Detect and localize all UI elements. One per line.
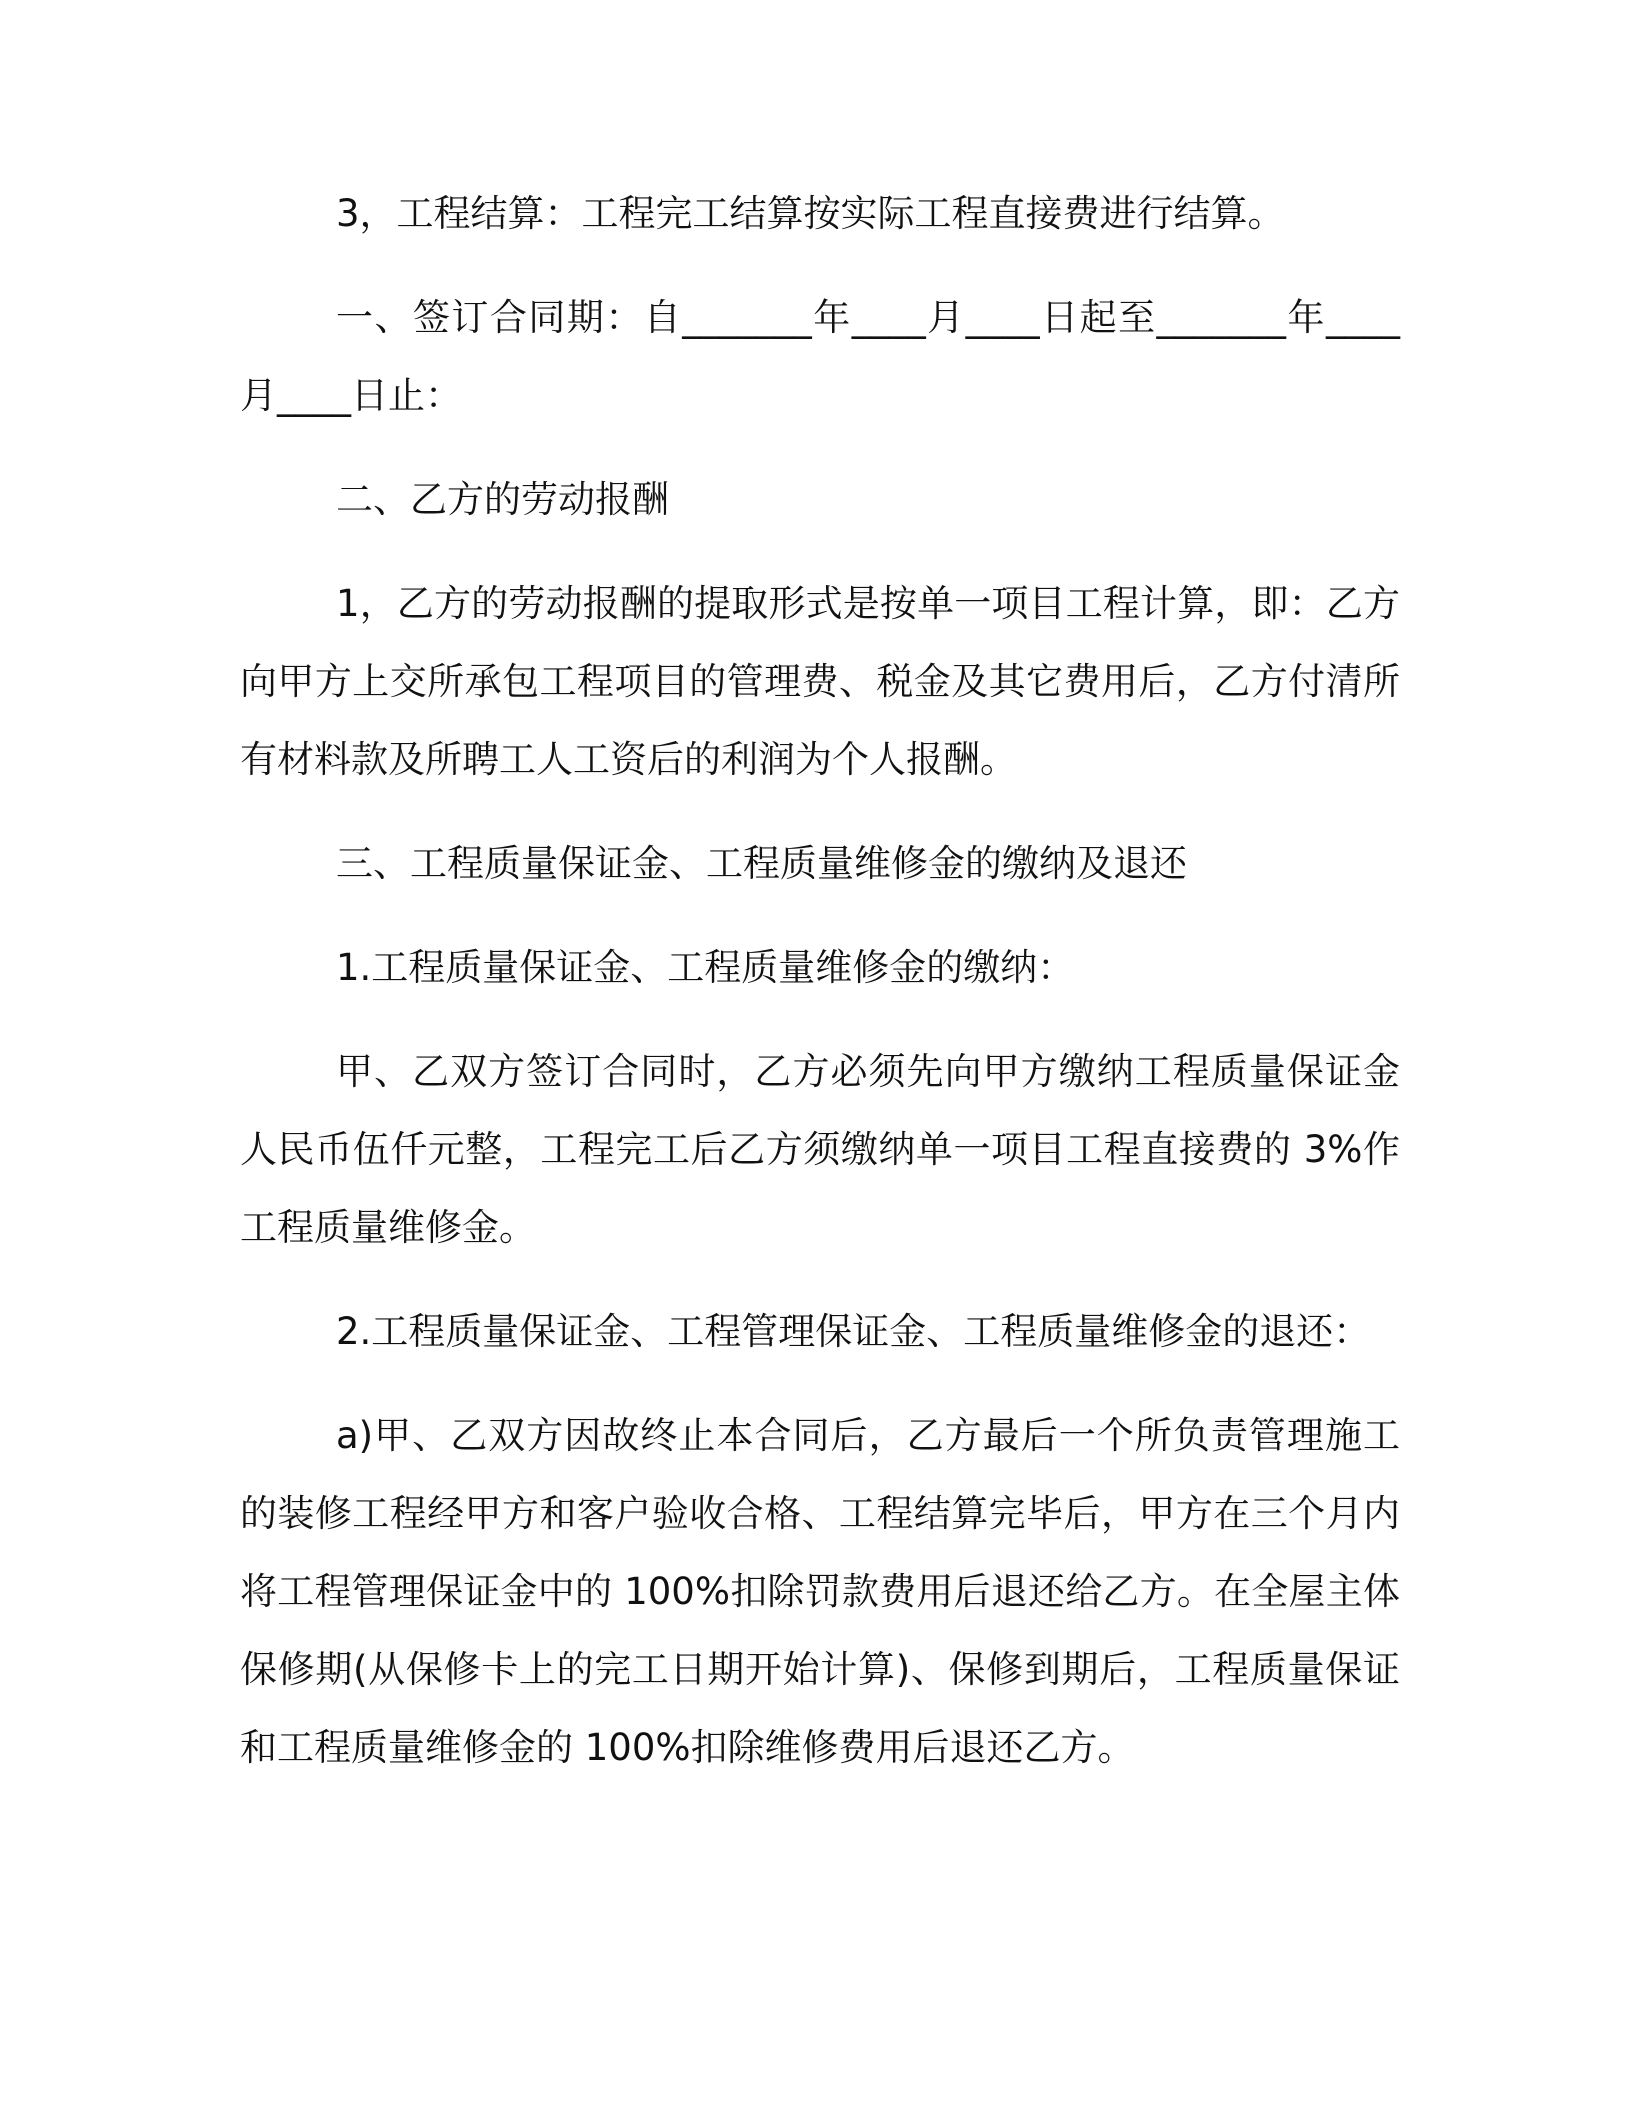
document-body [240, 175, 1400, 1787]
paragraph-deposit-refund: a)甲、乙双方因故终止本合同后，乙方最后一个所负责管理施工的装修工程经甲方和客户验收合格、工程结算完毕后，甲方在三个月内将工程管理保证金中的 100%扣除罚款费用后退还给乙方。在全屋主体保修期(从保修卡上的完工日期开始计算)、保修到期后，工程质量保证和工程质量维修金的 100%扣除维修费用后退还乙方。 [240, 1414, 1400, 1769]
paragraph-deposit-payment: 甲、乙双方签订合同时，乙方必须先向甲方缴纳工程质量保证金人民币伍仟元整，工程完工后乙方须缴纳单一项目工程直接费的 3%作工程质量维修金。 [240, 1050, 1400, 1249]
paragraph-remuneration-form: 1，乙方的劳动报酬的提取形式是按单一项目工程计算，即：乙方向甲方上交所承包工程项目的管理费、税金及其它费用后，乙方付清所有材料款及所聘工人工资后的利润为个人报酬。 [240, 582, 1400, 781]
paragraph-contract-period: 一、签订合同期：自_______年____月____日起至_______年____月____日止： [240, 296, 1400, 417]
paragraph-settlement: 3，工程结算：工程完工结算按实际工程直接费进行结算。 [336, 192, 1285, 235]
heading-deposit-refund: 2.工程质量保证金、工程管理保证金、工程质量维修金的退还： [336, 1310, 1371, 1353]
heading-labor-remuneration: 二、乙方的劳动报酬 [336, 478, 669, 521]
heading-deposit-payment: 1.工程质量保证金、工程质量维修金的缴纳： [336, 946, 1075, 989]
heading-guarantee-deposit: 三、工程质量保证金、工程质量维修金的缴纳及退还 [336, 842, 1187, 885]
